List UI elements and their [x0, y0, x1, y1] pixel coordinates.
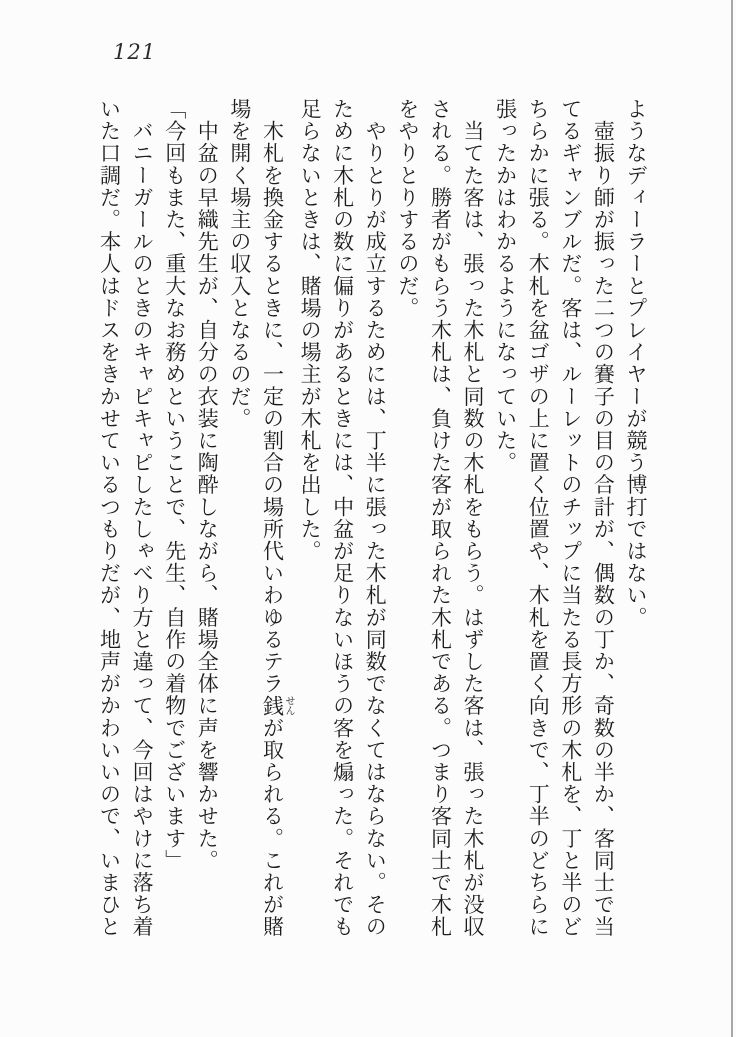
- paragraph: 当てた客は、張った木札と同数の木札をもらう。はずした客は、張った木札が没収される。勝者がもらう木札は、負けた客が取られた木札である。つまり客同士で木札をやりとりするのだ。: [395, 98, 486, 938]
- page-edge-line: [731, 0, 733, 1037]
- page-number: 121: [113, 40, 157, 64]
- paragraph: ようなディーラーとプレイヤーが競う博打ではない。: [624, 98, 648, 629]
- paragraph: 「今回もまた、重大なお務めということで、先生、自作の着物でございます」: [162, 98, 187, 872]
- paragraph: 木札を換金するときに、一定の割合の場所代いわゆるテラ銭せんが取られる。これが賭場を開く場主の収入となるのだ。: [227, 98, 294, 938]
- paragraph: やりとりが成立するためには、丁半に張った木札が同数でなくてはならない。そのために木札の数に偏りがあるときには、中盆が足りないほうの客を煽った。それでも足らないときは、賭場の場主が木札を出した。: [298, 98, 388, 938]
- ruby-annotated-char: 銭せん: [260, 694, 294, 717]
- paragraph: 壺振り師が振った二つの賽子の目の合計が、偶数の丁か、奇数の半か、客同士で当てるギャンブルだ。客は、ルーレットのチップに当たる長方形の木札を、丁と半のどちらかに張る。木札を盆ゴザの上に置く位置や、木札を置く向きで、丁半のどちらに張ったかはわかるようになっていた。: [493, 98, 616, 938]
- paragraph: 中盆の早織先生が、自分の衣装に陶酔しながら、賭場全体に声を響かせた。: [195, 98, 220, 872]
- paragraph: バニーガールのときのキャピキャピしたしゃべり方と違って、今回はやけに落ち着いた口調だ。本人はドスをきかせているつもりだが、地声がかわいいので、いまひと: [97, 98, 155, 938]
- vertical-text-block: [96, 98, 652, 940]
